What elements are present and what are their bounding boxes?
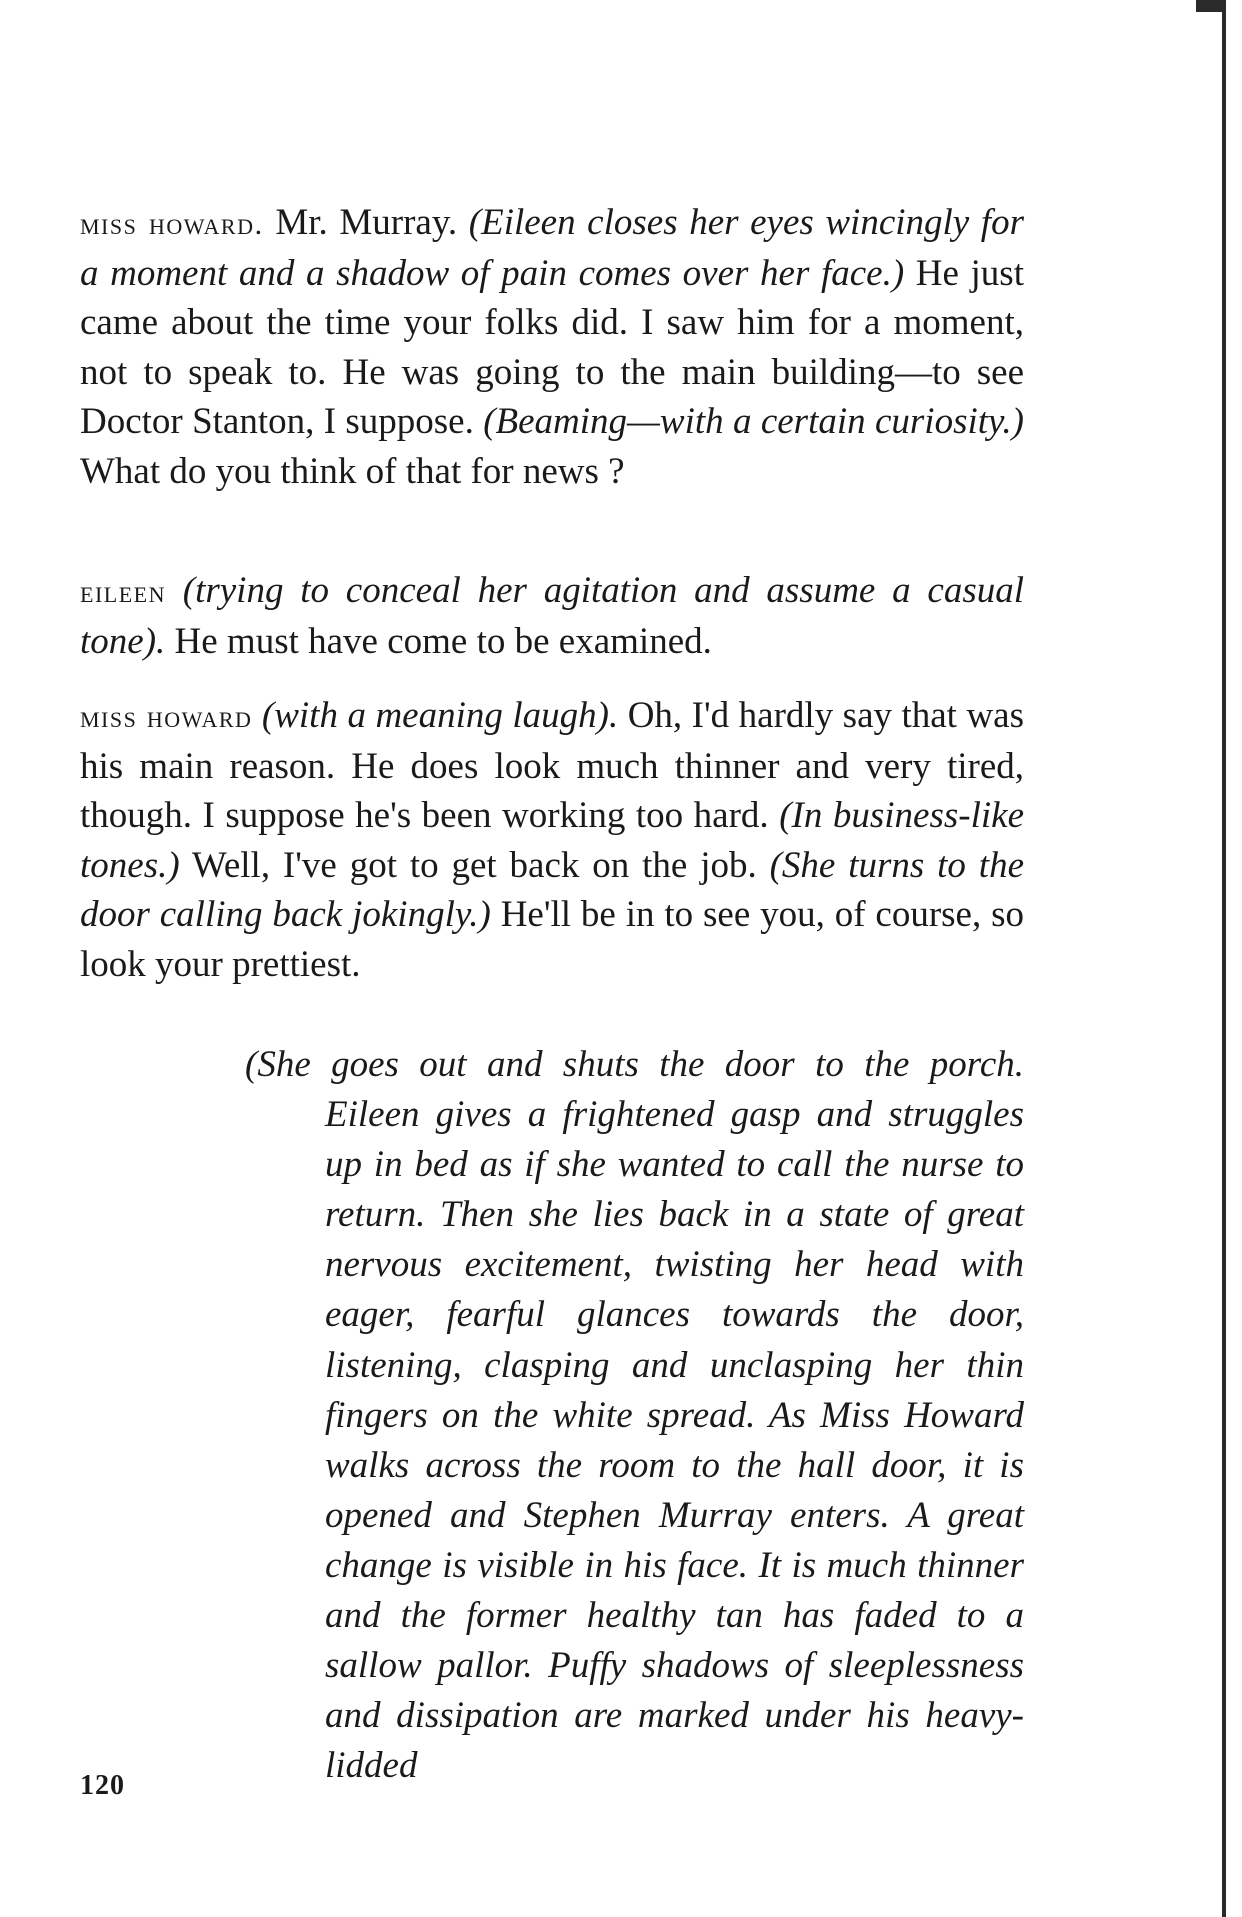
stage-direction-inline: (She turns to the door calling back jokingly.)	[80, 844, 1024, 935]
page-edge-rule	[1222, 0, 1226, 1917]
speaker-name: eileen	[80, 574, 166, 609]
stage-direction-inline: (Beaming—with a certain curiosity.)	[483, 401, 1024, 442]
speech-miss-howard-1	[80, 198, 1024, 496]
page-number: 120	[80, 1770, 125, 1801]
speech-miss-howard-2	[80, 691, 1024, 989]
dialogue-text: Mr. Murray.	[263, 202, 469, 243]
dialogue-text: He just came about the time your folks did. I saw him for a moment, not to speak to. He was going to the main building—to see Doctor Stanton, I suppose.	[80, 252, 1024, 442]
speaker-name: miss howard.	[80, 206, 264, 241]
dialogue-text: What do you think of that for news ?	[80, 450, 625, 492]
stage-direction-inline: (In business-like tones.)	[80, 795, 1024, 886]
dialogue-text: Well, I've got to get back on the job.	[179, 844, 770, 886]
dialogue-text: He'll be in to see you, of course, so look your prettiest.	[80, 894, 1024, 985]
speech-eileen	[80, 566, 1024, 666]
stage-direction-inline: (trying to conceal her agitation and assume a casual tone).	[80, 570, 1024, 662]
stage-direction-block: (She goes out and shuts the door to the porch. Eileen gives a frightened gasp and struggles up in bed as if she wanted to call the nurse to return. Then she lies back in a state of great nervous excitement, twisting her head with eager, fearful glances towards the door, listening, clasping and unclasping her thin fingers on the white spread. As Miss Howard walks across the room to the hall door, it is opened and Stephen Murray enters. A great change is visible in his face. It is much thinner and the former healthy tan has faded to a sallow pallor. Puffy shadows of sleeplessness and dissipation are marked under his heavy-lidded	[245, 1044, 1024, 1787]
page-edge-rule-cap	[1196, 0, 1226, 12]
speaker-name: miss howard	[80, 699, 253, 734]
stage-direction-inline: (Eileen closes her eyes wincingly for a moment and a shadow of pain comes over her face.)	[80, 202, 1024, 294]
dialogue-text: He must have come to be examined.	[165, 620, 712, 662]
stage-direction-inline: (with a meaning laugh).	[252, 695, 619, 736]
dialogue-text: Oh, I'd hardly say that was his main reason. He does look much thinner and very tired, though. I suppose he's been working too hard.	[80, 695, 1024, 836]
